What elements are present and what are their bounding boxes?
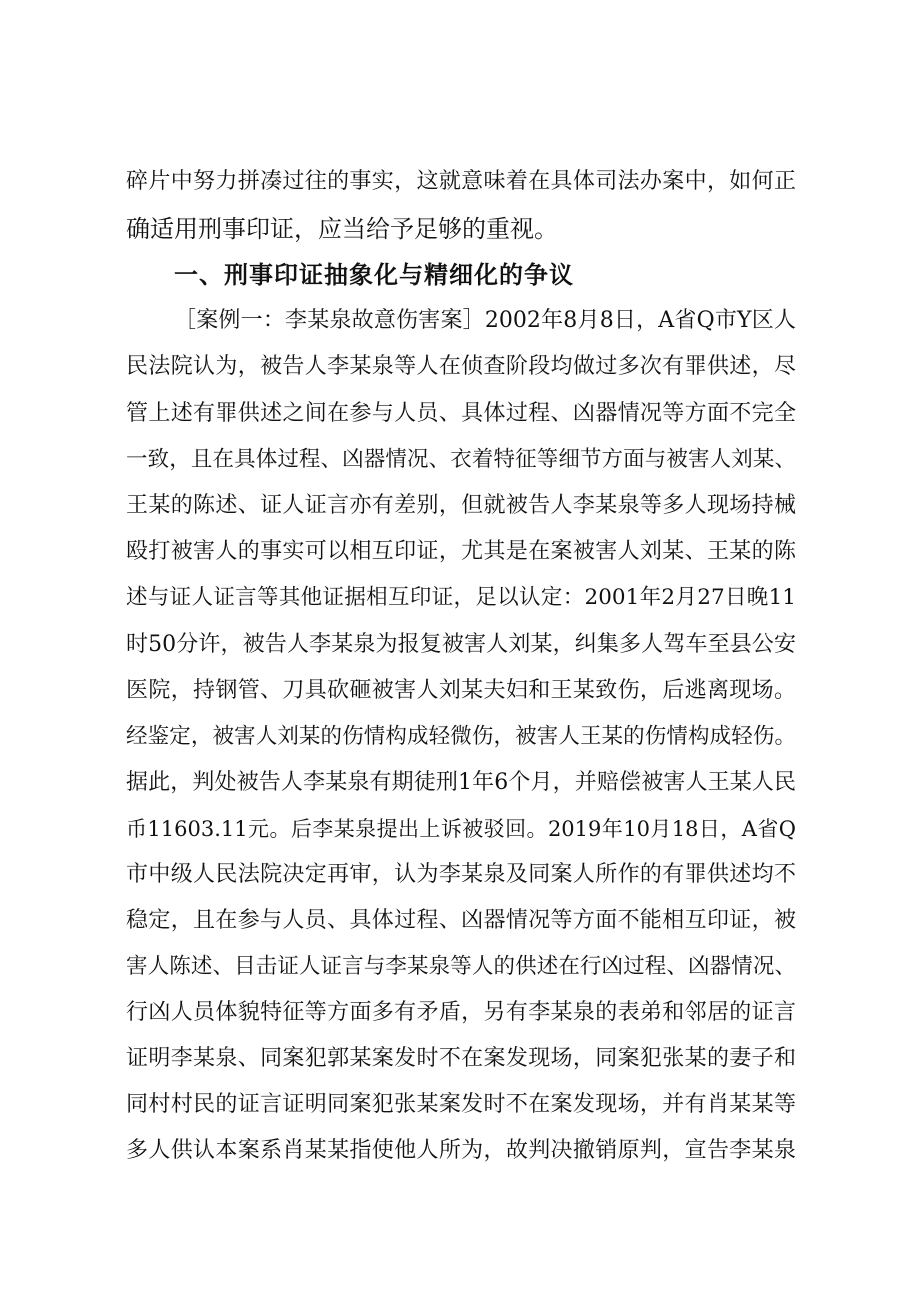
case-line: 时50分许，被告人李某泉为报复被害人刘某，纠集多人驾车至县公安	[126, 632, 796, 657]
case-line: 同村村民的证言证明同案犯张某案发时不在案发现场，并有肖某某等	[126, 1092, 796, 1117]
case-line: 王某的陈述、证人证言亦有差别，但就被告人李某泉等多人现场持械	[126, 493, 796, 518]
case-line: 证明李某泉、同案犯郭某案发时不在案发现场，同案犯张某的妻子和	[126, 1046, 796, 1071]
case-line: ［案例一：李某泉故意伤害案］2002年8月8日，A省Q市Y区人	[174, 308, 796, 333]
case-line: 行凶人员体貌特征等方面多有矛盾，另有李某泉的表弟和邻居的证言	[126, 1000, 796, 1025]
section-heading: 一、刑事印证抽象化与精细化的争议	[174, 261, 574, 289]
case-line: 害人陈述、目击证人证言与李某泉等人的供述在行凶过程、凶器情况、	[126, 954, 796, 979]
case-line: 民法院认为，被告人李某泉等人在侦查阶段均做过多次有罪供述，尽	[126, 354, 796, 379]
case-line: 医院，持钢管、刀具砍砸被害人刘某夫妇和王某致伤，后逃离现场。	[126, 678, 796, 703]
case-line: 述与证人证言等其他证据相互印证，足以认定：2001年2月27日晚11	[126, 585, 796, 610]
paragraph-line: 碎片中努力拼凑过往的事实，这就意味着在具体司法办案中，如何正	[126, 169, 796, 194]
case-line: 经鉴定，被害人刘某的伤情构成轻微伤，被害人王某的伤情构成轻伤。	[126, 724, 796, 749]
case-line: 一致，且在具体过程、凶器情况、衣着特征等细节方面与被害人刘某、	[126, 447, 796, 472]
paragraph-line: 确适用刑事印证，应当给予足够的重视。	[126, 215, 558, 243]
case-line: 市中级人民法院决定再审，认为李某泉及同案人所作的有罪供述均不	[126, 862, 796, 887]
case-line: 多人供认本案系肖某某指使他人所为，故判决撤销原判，宣告李某泉	[126, 1138, 796, 1163]
case-line: 殴打被害人的事实可以相互印证，尤其是在案被害人刘某、王某的陈	[126, 539, 796, 564]
case-line: 币11603.11元。后李某泉提出上诉被驳回。2019年10月18日，A省Q	[126, 817, 796, 841]
case-line: 管上述有罪供述之间在参与人员、具体过程、凶器情况等方面不完全	[126, 401, 796, 426]
case-line: 据此，判处被告人李某泉有期徒刑1年6个月，并赔偿被害人王某人民	[126, 770, 796, 795]
case-line: 稳定，且在参与人员、具体过程、凶器情况等方面不能相互印证，被	[126, 908, 796, 933]
